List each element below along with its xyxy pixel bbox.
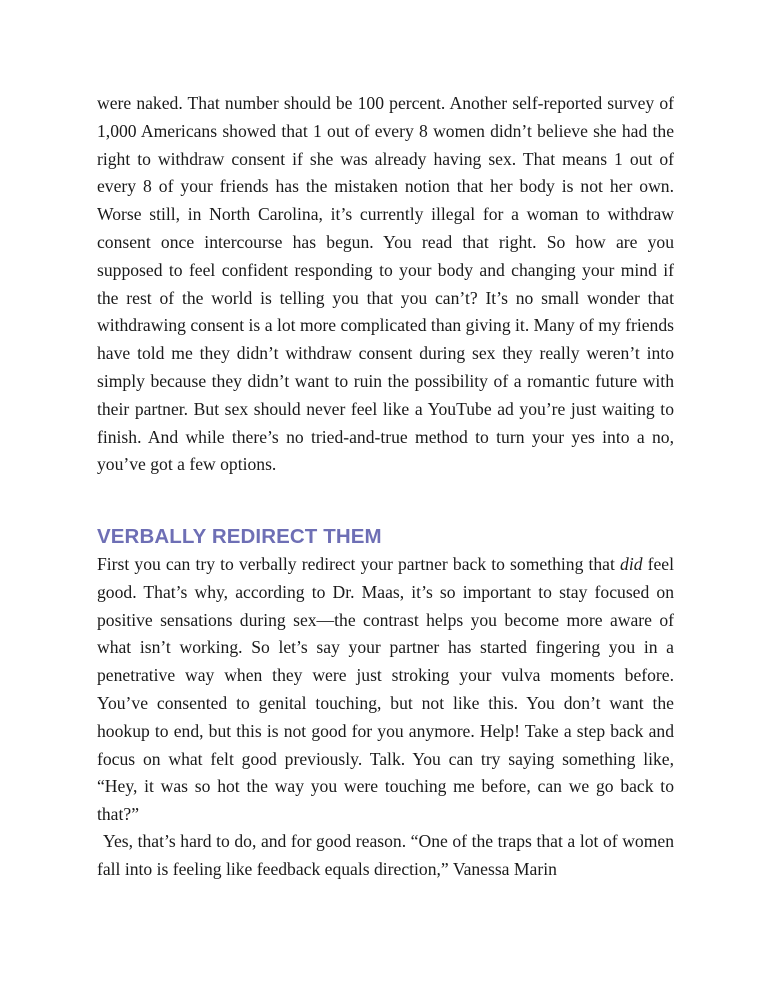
section-heading: VERBALLY REDIRECT THEM [97,525,382,548]
paragraph-verbal-redirect [97,551,674,829]
paragraph-feedback-traps: Yes, that’s hard to do, and for good reason. “One of the traps that a lot of women fall into is feeling like feedback equals direction,” Vanessa Marin [97,831,674,879]
paragraph-2-text-end: feel good. That’s why, according to Dr. Maas, it’s so important to stay focused on positive sensations during sex—the contrast helps you become more aware of what isn’t working. So let’s say your partner has started fingering you in a penetrative way when they were just stroking your vulva moments before. You’ve consented to genital touching, but not like this. You don’t want the hookup to end, but this is not good for you anymore. Help! Take a step back and focus on what felt good previously. Talk. You can try saying something like, “Hey, it was so hot the way you were touching me before, can we go back to that?” [97,554,674,825]
paragraph-consent-statistics: were naked. That number should be 100 percent. Another self-reported survey of 1,000 Americans showed that 1 out of every 8 women didn’t believe she had the right to withdraw consent if she was already having sex. That means 1 out of every 8 of your friends has the mistaken notion that her body is not her own. Worse still, in North Carolina, it’s currently illegal for a woman to withdraw consent once intercourse has begun. You read that right. So how are you supposed to feel confident responding to your body and changing your mind if the rest of the world is telling you that you can’t? It’s no small wonder that withdrawing consent is a lot more complicated than giving it. Many of my friends have told me they didn’t withdraw consent during sex they really weren’t into simply because they didn’t want to ruin the possibility of a romantic future with their partner. But sex should never feel like a YouTube ad you’re just waiting to finish. And while there’s no tried-and-true method to turn your yes into a no, you’ve got a few options. [97,93,674,475]
paragraph-2-text-start: First you can try to verbally redirect your partner back to something that [97,554,621,574]
emphasis-did: did [620,554,643,574]
